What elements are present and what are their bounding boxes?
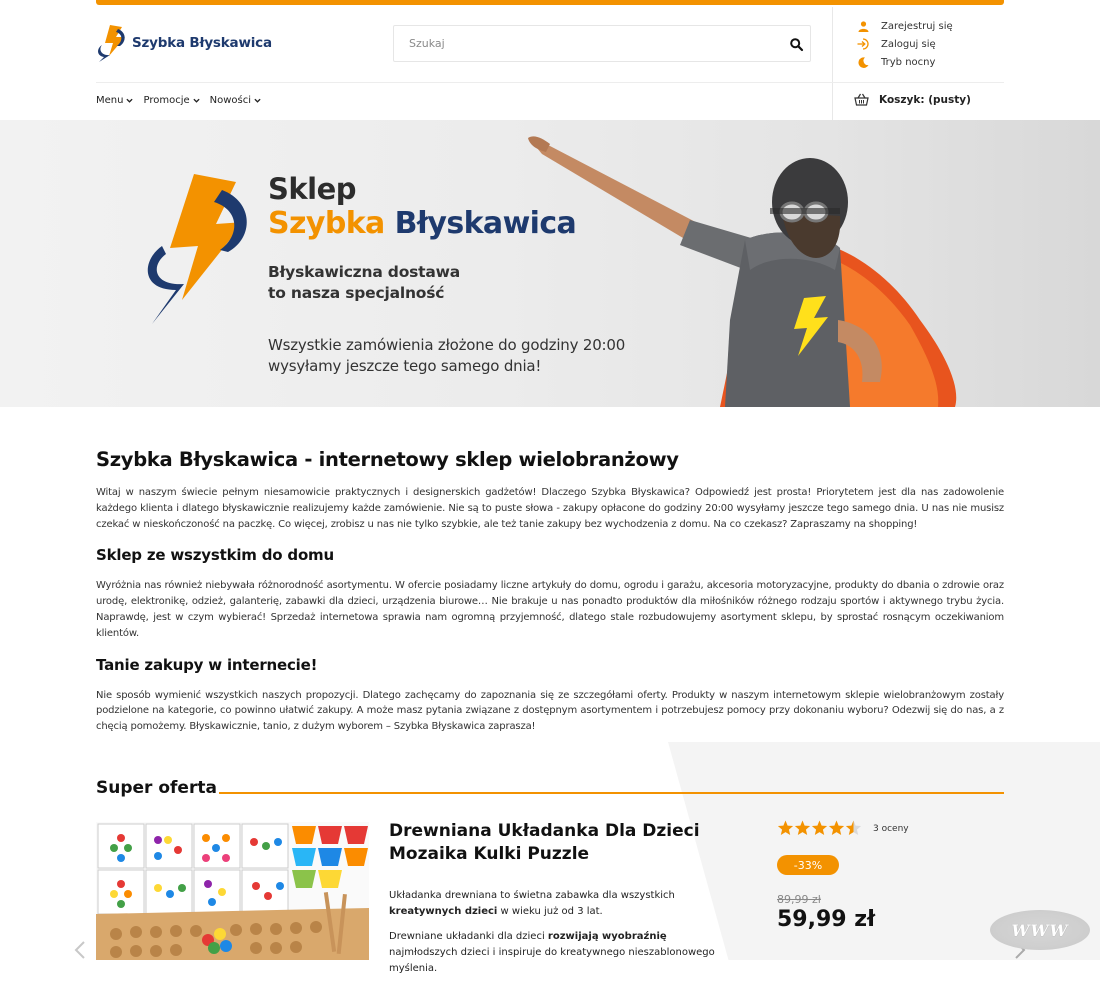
section2-title: Tanie zakupy w internecie!: [96, 655, 318, 674]
site-logo[interactable]: [96, 23, 272, 63]
login-icon: [856, 37, 870, 51]
discount-badge: -33%: [777, 855, 839, 875]
main-nav: [96, 95, 271, 106]
banner-note-line2: wysyłamy jeszcze tego samego dnia!: [268, 357, 542, 375]
chevron-down-icon: [126, 97, 133, 104]
register-link[interactable]: [856, 17, 953, 35]
page-title: Szybka Błyskawica - internetowy sklep wielobranżowy: [96, 448, 679, 471]
section1-paragraph: Wyróżnia nas również niebywała różnorodność asortymentu. W ofercie posiadamy liczne artykuły do domu, ogrodu i garażu, akcesoria motoryzacyjne, produkty do dbania o zdrowie oraz urodę, elektronikę, odzież, galanterię, zabawki dla dzieci, urządzenia biurowe… Nie brakuje u nas ponadto produktów dla miłośników różnego rodzaju sportów i aktywnego trybu życia. Naprawdę, jest w czym wybierać! Sprzedaż internetowa sprawia nam ogromną przyjemność, dlatego stale rozbudowujemy asortyment sklepu, by sprostać rosnącym oczekiwaniom klientów.: [96, 580, 1004, 639]
banner-subtitle-line1: Błyskawiczna dostawa: [268, 263, 461, 281]
star-icon: [829, 821, 844, 835]
logo-text: Szybka Błyskawica: [132, 35, 272, 51]
product-description: [389, 888, 734, 986]
basket-icon: [854, 93, 869, 106]
search-input[interactable]: [394, 26, 774, 61]
site-header: [96, 5, 1004, 120]
star-icon: [846, 821, 861, 835]
watermark-badge: WWW: [990, 910, 1090, 950]
nav-menu[interactable]: [96, 95, 133, 106]
banner-subtitle-line2: to nasza specjalność: [268, 284, 445, 302]
login-link[interactable]: [856, 35, 953, 53]
product-image[interactable]: [96, 822, 369, 960]
super-offer-title: Super oferta: [96, 778, 217, 798]
user-icon: [856, 19, 870, 33]
night-mode-label: Tryb nocny: [881, 56, 936, 68]
product-desc-paragraph1: [389, 888, 734, 920]
nav-nowosci[interactable]: [210, 95, 261, 106]
content-section: [96, 448, 1004, 735]
desc1-text-end: w wieku już od 3 lat.: [497, 906, 603, 917]
nav-promocje-label: Promocje: [143, 95, 190, 106]
desc1-bold: kreatywnych dzieci: [389, 906, 498, 917]
product-desc-paragraph2: [389, 929, 734, 977]
old-price: 89,99 zł: [777, 893, 821, 906]
desc2-text-end: najmłodszych dzieci i inspiruje do kreatywnego nieszablonowego myślenia.: [389, 947, 715, 974]
banner-title-line1: Sklep: [268, 172, 357, 206]
header-vertical-divider: [832, 7, 833, 120]
current-price: 59,99 zł: [777, 907, 876, 932]
chevron-down-icon: [254, 97, 261, 104]
register-label: Zarejestruj się: [881, 20, 953, 32]
star-icon: [795, 821, 810, 835]
search-box: [393, 25, 811, 62]
nav-menu-label: Menu: [96, 95, 124, 106]
search-button[interactable]: [786, 34, 806, 54]
mosaic-puzzle-illustration: [96, 822, 369, 960]
product-name[interactable]: Drewniana Układanka Dla Dzieci Mozaika Kulki Puzzle: [389, 821, 700, 864]
nav-nowosci-label: Nowości: [209, 95, 252, 106]
login-label: Zaloguj się: [881, 38, 936, 50]
super-offer-underline: [219, 792, 1004, 794]
desc2-bold: rozwijają wyobraźnię: [547, 931, 667, 942]
section2-paragraph: Nie sposób wymienić wszystkich naszych propozycji. Dlatego zachęcamy do zapoznania się ze szczegółami oferty. Produkty w naszym internetowym sklepie wielobranżowym zostały podzielone na kategorie, co powinno ułatwić zakupy. A może masz pytania związane z dostępnym asortymentem i potrzebujesz pomocy przy dokonaniu wyboru? Odezwij się do nas, a z chęcią pomożemy. Błyskawicznie, tanio, z dużym wyborem – Szybka Błyskawica zaprasza!: [96, 689, 1004, 733]
banner-title-word2: Błyskawica: [394, 206, 577, 241]
header-horizontal-divider: [96, 82, 1004, 83]
lightning-logo-icon: [96, 23, 130, 63]
nav-promocje[interactable]: [143, 95, 199, 106]
desc1-text: Układanka drewniana to świetna zabawka dla wszystkich: [389, 890, 675, 901]
hero-banner[interactable]: [0, 120, 1100, 407]
superhero-illustration: [520, 120, 980, 407]
star-icon: [778, 821, 793, 835]
night-mode-toggle[interactable]: [856, 53, 953, 71]
chevron-down-icon: [193, 97, 200, 104]
cart-button[interactable]: [854, 93, 971, 106]
product-rating: [777, 820, 909, 837]
search-icon: [790, 38, 803, 51]
rating-count: 3 oceny: [873, 823, 909, 834]
rating-stars: [777, 820, 863, 837]
desc2-text: Drewniane układanki dla dzieci: [389, 931, 548, 942]
banner-lightning-logo-icon: [136, 172, 256, 327]
user-links: [856, 17, 953, 71]
intro-paragraph: Witaj w naszym świecie pełnym niesamowicie praktycznych i designerskich gadżetów! Dlaczego Szybka Błyskawica? Odpowiedź jest prosta! Priorytetem jest dla nas zadowolenie każdego klienta i dlatego błyskawicznie realizujemy każde zamówienie. Nie są to puste słowa - zakupy opłacone do godziny 20:00 wysyłamy jeszcze tego samego dnia. U nas nie musisz czekać w nieskończoność na paczkę. Co więcej, zrobisz u nas nie tylko szybkie, ale też tanie zakupy bez wychodzenia z domu. Na co czekasz? Zapraszamy na shopping!: [96, 487, 1004, 530]
star-icon: [812, 821, 827, 835]
banner-title-word1: Szybka: [268, 206, 385, 241]
banner-subtitle: [268, 262, 460, 304]
carousel-prev-arrow-icon[interactable]: [70, 940, 90, 960]
section1-title: Sklep ze wszystkim do domu: [96, 546, 334, 565]
banner-note-line1: Wszystkie zamówienia złożone do godziny 20:00: [268, 336, 626, 354]
moon-icon: [856, 55, 870, 69]
cart-label: Koszyk: (pusty): [879, 93, 971, 106]
